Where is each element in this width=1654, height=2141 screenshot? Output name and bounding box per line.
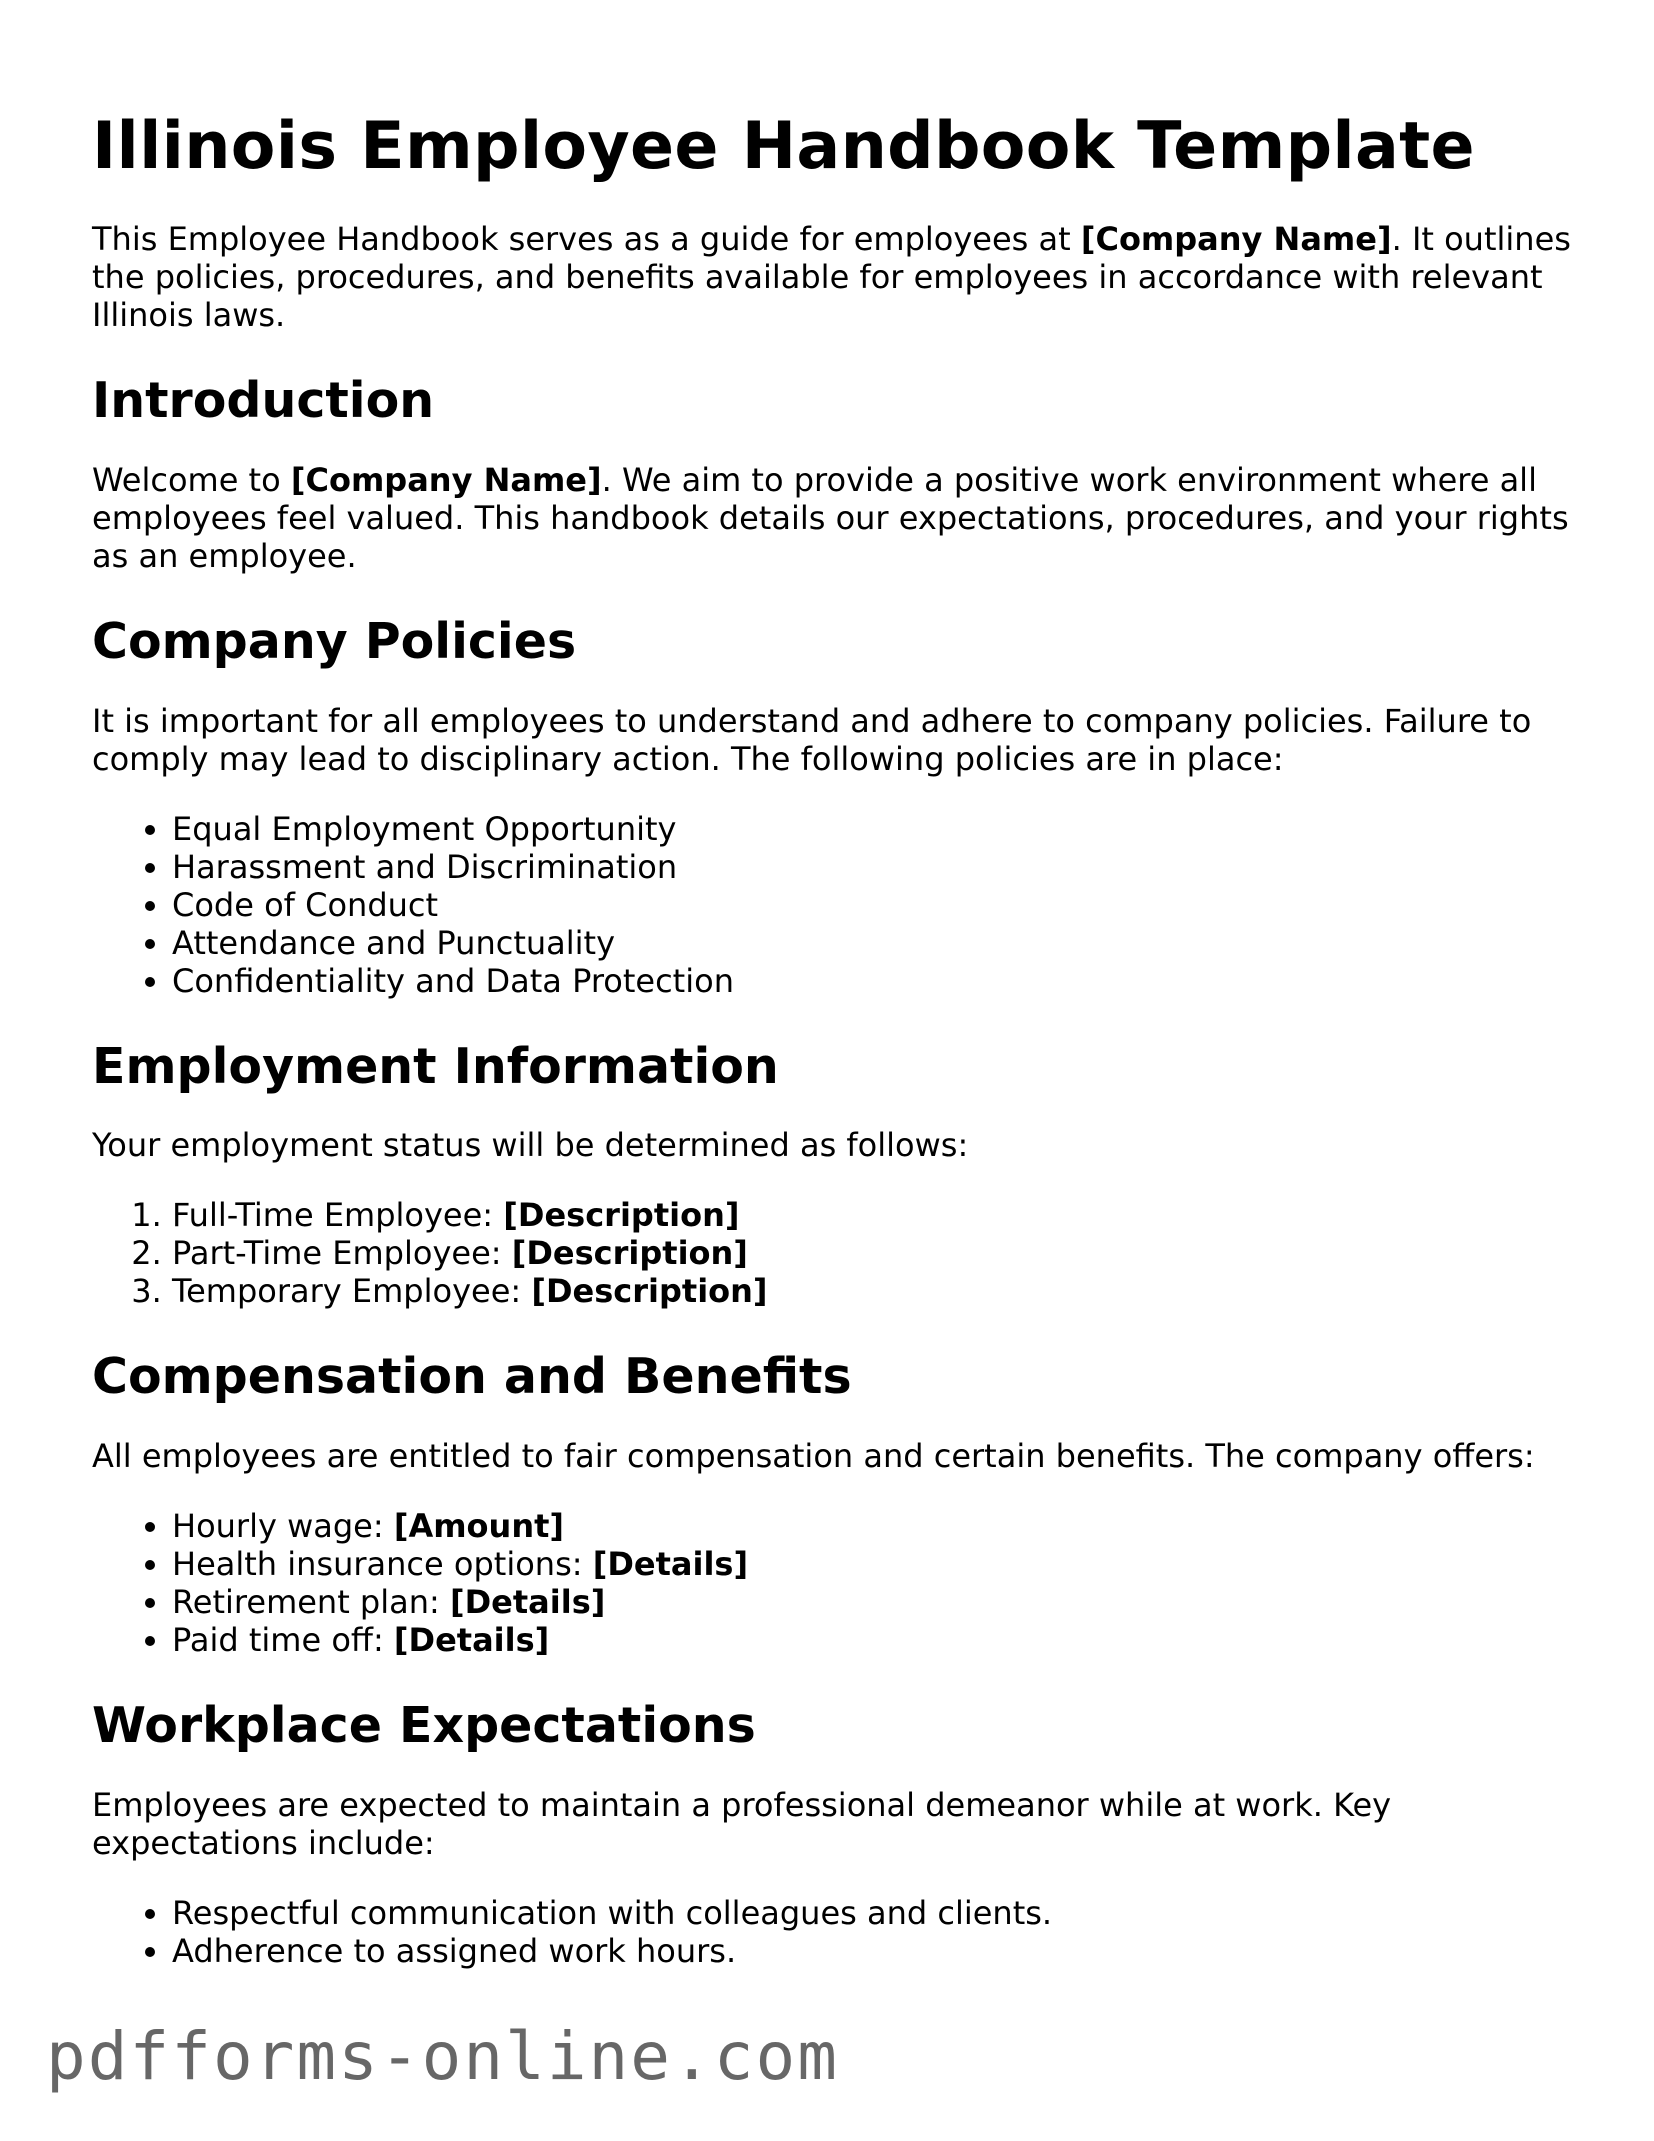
- document-page: [92, 108, 1592, 2000]
- benefit-label: Hourly wage:: [172, 1507, 394, 1546]
- compensation-benefits-heading: Compensation and Benefits: [92, 1348, 852, 1406]
- policy-item: • Confidentiality and Data Protection: [172, 962, 1592, 1000]
- watermark-text: pdfforms-online.com: [46, 2018, 839, 2095]
- benefit-item: [172, 1507, 1592, 1545]
- intro-text-start: This Employee Handbook serves as a guide for employees at: [92, 220, 1081, 258]
- document-title: Illinois Employee Handbook Template: [92, 109, 1475, 184]
- policy-item: • Equal Employment Opportunity: [172, 810, 1592, 848]
- expectations-list: [92, 1894, 1592, 1970]
- benefit-label: Health insurance options:: [172, 1545, 593, 1584]
- intro-paragraph: [92, 220, 1592, 334]
- policy-item: • Code of Conduct: [172, 886, 1592, 924]
- benefit-label: Paid time off:: [172, 1621, 394, 1660]
- benefit-item: [172, 1621, 1592, 1659]
- description-placeholder: [Description]: [511, 1234, 748, 1273]
- benefit-placeholder: [Details]: [393, 1621, 550, 1660]
- benefits-list: [92, 1507, 1592, 1659]
- employment-status-item: [172, 1196, 1592, 1234]
- benefit-placeholder: [Amount]: [393, 1507, 565, 1546]
- employment-information-paragraph: Your employment status will be determined as follows:: [92, 1126, 969, 1165]
- employment-status-list: [92, 1196, 1592, 1310]
- employment-status-label: Part-Time Employee:: [172, 1234, 512, 1273]
- policy-item: • Attendance and Punctuality: [172, 924, 1592, 962]
- description-placeholder: [Description]: [503, 1196, 740, 1235]
- intro-text-end: . It outlines the policies, procedures, and benefits available for employees in accordance with relevant Illinois laws.: [92, 220, 1571, 334]
- introduction-paragraph: [92, 461, 1592, 575]
- employment-status-label: Temporary Employee:: [172, 1272, 532, 1311]
- company-policies-heading: Company Policies: [92, 612, 577, 670]
- employment-status-item: [172, 1272, 1592, 1310]
- expectation-item: • Adherence to assigned work hours.: [172, 1932, 1592, 1970]
- introduction-text-end: . We aim to provide a positive work environment where all employees feel valued. This handbook details our expectations, procedures, and your rights as an employee.: [92, 460, 1569, 575]
- benefit-label: Retirement plan:: [172, 1583, 450, 1622]
- introduction-heading: Introduction: [92, 372, 435, 429]
- introduction-text-start: Welcome to: [92, 460, 291, 499]
- employment-status-item: [172, 1234, 1592, 1272]
- workplace-expectations-heading: Workplace Expectations: [92, 1697, 756, 1755]
- benefit-placeholder: [Details]: [592, 1545, 749, 1584]
- benefit-item: [172, 1545, 1592, 1583]
- employment-status-label: Full-Time Employee:: [172, 1196, 504, 1235]
- company-name-placeholder: [Company Name]: [1080, 220, 1392, 258]
- benefit-placeholder: [Details]: [449, 1583, 606, 1622]
- employment-information-heading: Employment Information: [92, 1037, 779, 1095]
- company-policies-paragraph: It is important for all employees to understand and adhere to company policies. Failure to comply may lead to disciplinary action. The following policies are in place:: [92, 701, 1532, 778]
- compensation-benefits-paragraph: All employees are entitled to fair compensation and certain benefits. The company offers:: [92, 1437, 1535, 1476]
- policies-list: [92, 810, 1592, 1000]
- workplace-expectations-paragraph: Employees are expected to maintain a professional demeanor while at work. Key expectations include:: [92, 1785, 1392, 1862]
- policy-item: • Harassment and Discrimination: [172, 848, 1592, 886]
- expectation-item: • Respectful communication with colleagues and clients.: [172, 1894, 1592, 1932]
- benefit-item: [172, 1583, 1592, 1621]
- company-name-placeholder: [Company Name]: [290, 460, 602, 499]
- description-placeholder: [Description]: [531, 1272, 768, 1311]
